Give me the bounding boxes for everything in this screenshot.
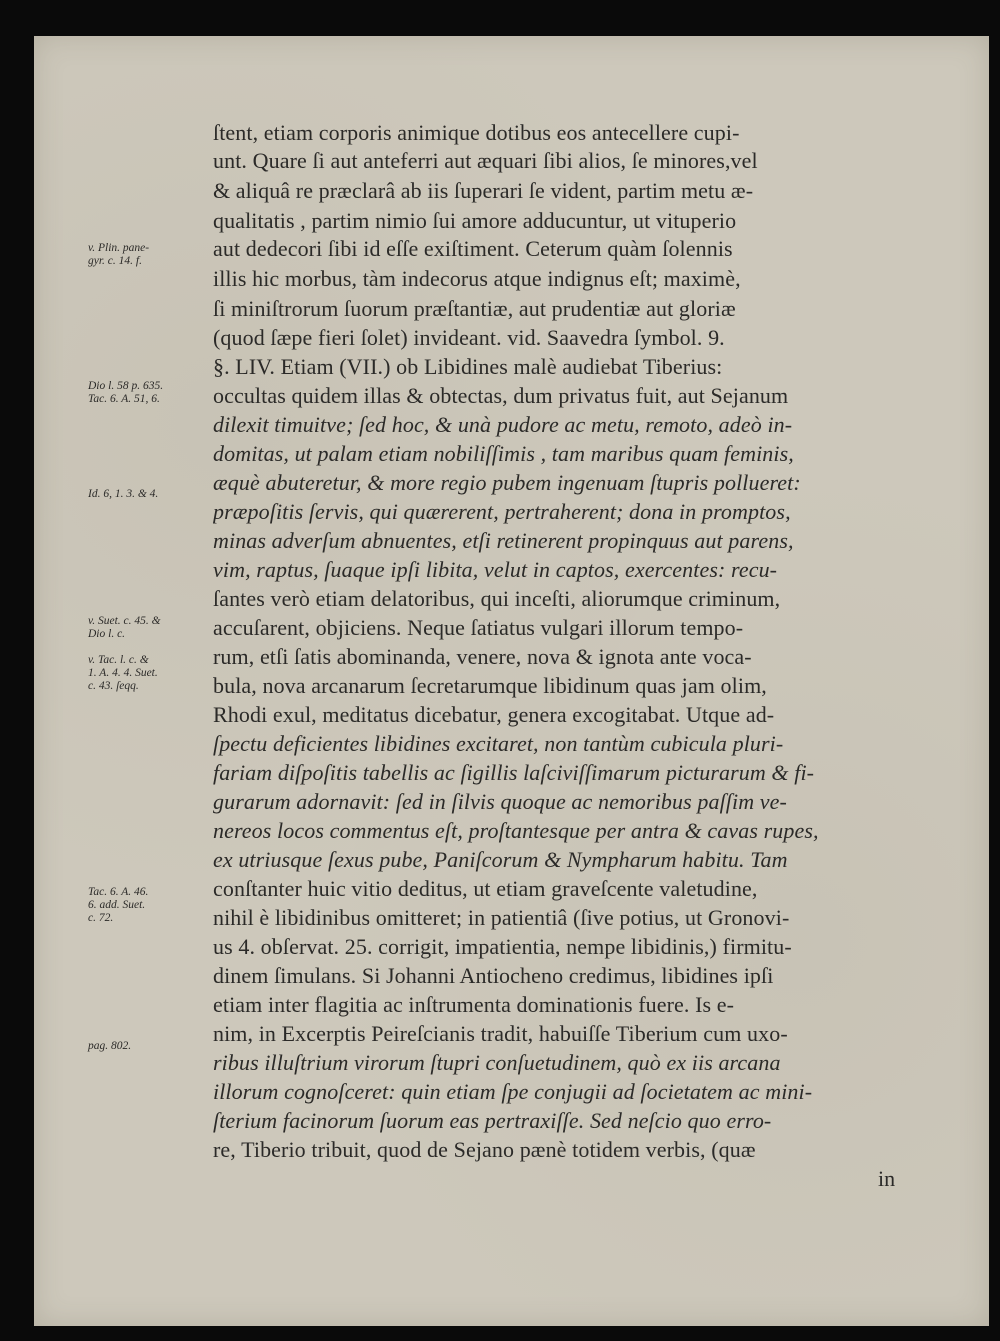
body-line-34: illorum cognoſceret: quin etiam ſpe conjugii ad ſocietatem ac mini- [213, 1079, 813, 1104]
body-line-7: ſi miniſtrorum ſuorum præſtantiæ, aut prudentiæ aut gloriæ [213, 296, 736, 321]
body-line-6: illis hic morbus, tàm indecorus atque indignus eſt; maximè, [213, 266, 741, 291]
body-line-4: qualitatis , partim nimio ſui amore adducuntur, ut vituperio [213, 208, 737, 233]
body-line-1: ſtent, etiam corporis animique dotibus eos antecellere cupi- [213, 120, 740, 145]
margin-note-5 [88, 654, 206, 693]
body-line-16: vim, raptus, ſuaque ipſi libita, velut in captos, exercentes: recu- [213, 557, 778, 582]
body-line-3: & aliquâ re præclarâ ab iis ſuperari ſe vident, partim metu æ- [213, 178, 754, 203]
body-line-13: æquè abuteretur, & more regio pubem ingenuam ſtupris pollueret: [213, 470, 801, 495]
body-line-19: rum, etſi ſatis abominanda, venere, nova & ignota ante voca- [213, 644, 752, 669]
margin-note-1-line-2: gyr. c. 14. f. [88, 255, 142, 267]
margin-note-1 [88, 242, 206, 268]
margin-note-3 [88, 488, 206, 501]
catchword: in [878, 1166, 896, 1191]
body-line-11: dilexit timuitve; ſed hoc, & unà pudore ac metu, remoto, adeò in- [213, 412, 793, 437]
margin-note-3-line-1: Id. 6, 1. 3. & 4. [88, 488, 159, 500]
margin-note-2-line-1: Dio l. 58 p. 635. [88, 380, 164, 392]
body-line-10: occultas quidem illas & obtectas, dum privatus fuit, aut Sejanum [213, 383, 789, 408]
body-line-2: unt. Quare ſi aut anteferri aut æquari ſibi alios, ſe minores,vel [213, 148, 758, 173]
margin-note-7 [88, 1040, 206, 1053]
body-line-8: (quod ſæpe fieri ſolet) invideant. vid. Saavedra ſymbol. 9. [213, 325, 725, 350]
body-line-31: etiam inter flagitia ac inſtrumenta dominationis fuere. Is e- [213, 992, 735, 1017]
body-line-25: nereos locos commentus eſt, proſtantesque per antra & cavas rupes, [213, 818, 819, 843]
body-line-36: re, Tiberio tribuit, quod de Sejano pænè totidem verbis, (quæ [213, 1137, 756, 1162]
margin-note-1-line-1: v. Plin. pane- [88, 242, 150, 254]
body-line-24: gurarum adornavit: ſed in ſilvis quoque ac nemoribus paſſim ve- [213, 789, 787, 814]
body-line-15: minas adverſum abnuentes, etſi retinerent propinquus aut parens, [213, 528, 794, 553]
body-line-26: ex utriusque ſexus pube, Paniſcorum & Nympharum habitu. Tam [213, 847, 788, 872]
body-line-9: §. LIV. Etiam (VII.) ob Libidines malè audiebat Tiberius: [213, 354, 723, 379]
body-line-5: aut dedecori ſibi id eſſe exiſtiment. Ceterum quàm ſolennis [213, 236, 733, 261]
margin-note-6-line-1: Tac. 6. A. 46. [88, 886, 149, 898]
body-line-29: us 4. obſervat. 25. corrigit, impatientia, nempe libidinis,) firmitu- [213, 934, 792, 959]
margin-note-4 [88, 615, 206, 641]
margin-note-6 [88, 886, 206, 925]
margin-note-2-line-2: Tac. 6. A. 51, 6. [88, 393, 160, 405]
body-line-27: conſtanter huic vitio deditus, ut etiam graveſcente valetudine, [213, 876, 758, 901]
body-line-14: præpoſitis ſervis, qui quærerent, pertraherent; dona in promptos, [213, 499, 791, 524]
margin-note-4-line-2: Dio l. c. [88, 628, 126, 640]
body-line-22: ſpectu deficientes libidines excitaret, non tantùm cubicula pluri- [213, 731, 784, 756]
margin-note-5-line-2: 1. A. 4. 4. Suet. [88, 667, 158, 679]
body-line-33: ribus illuſtrium virorum ſtupri conſuetudinem, quò ex iis arcana [213, 1050, 781, 1075]
body-line-20: bula, nova arcanarum ſecretarumque libidinum quas jam olim, [213, 673, 767, 698]
body-line-32: nim, in Excerptis Peireſcianis tradit, habuiſſe Tiberium cum uxo- [213, 1021, 788, 1046]
margin-note-6-line-3: c. 72. [88, 912, 114, 924]
margin-note-5-line-1: v. Tac. l. c. & [88, 654, 149, 666]
margin-note-2 [88, 380, 206, 406]
body-line-23: fariam diſpoſitis tabellis ac ſigillis laſciviſſimarum picturarum & fi- [213, 760, 815, 785]
body-line-28: nihil è libidinibus omitteret; in patientiâ (ſive potius, ut Gronovi- [213, 905, 790, 930]
margin-note-4-line-1: v. Suet. c. 45. & [88, 615, 161, 627]
margin-note-5-line-3: c. 43. ſeqq. [88, 680, 139, 692]
margin-note-7-line-1: pag. 802. [88, 1040, 132, 1052]
body-line-30: dinem ſimulans. Si Johanni Antiocheno credimus, libidines ipſi [213, 963, 774, 988]
body-line-21: Rhodi exul, meditatus dicebatur, genera excogitabat. Utque ad- [213, 702, 775, 727]
body-line-17: ſantes verò etiam delatoribus, qui inceſti, aliorumque criminum, [213, 586, 781, 611]
body-line-35: ſterium facinorum ſuorum eas pertraxiſſe. Sed neſcio quo erro- [213, 1108, 772, 1133]
margin-note-6-line-2: 6. add. Suet. [88, 899, 146, 911]
body-line-12: domitas, ut palam etiam nobiliſſimis , tam maribus quam feminis, [213, 441, 794, 466]
body-line-18: accuſarent, objiciens. Neque ſatiatus vulgari illorum tempo- [213, 615, 744, 640]
